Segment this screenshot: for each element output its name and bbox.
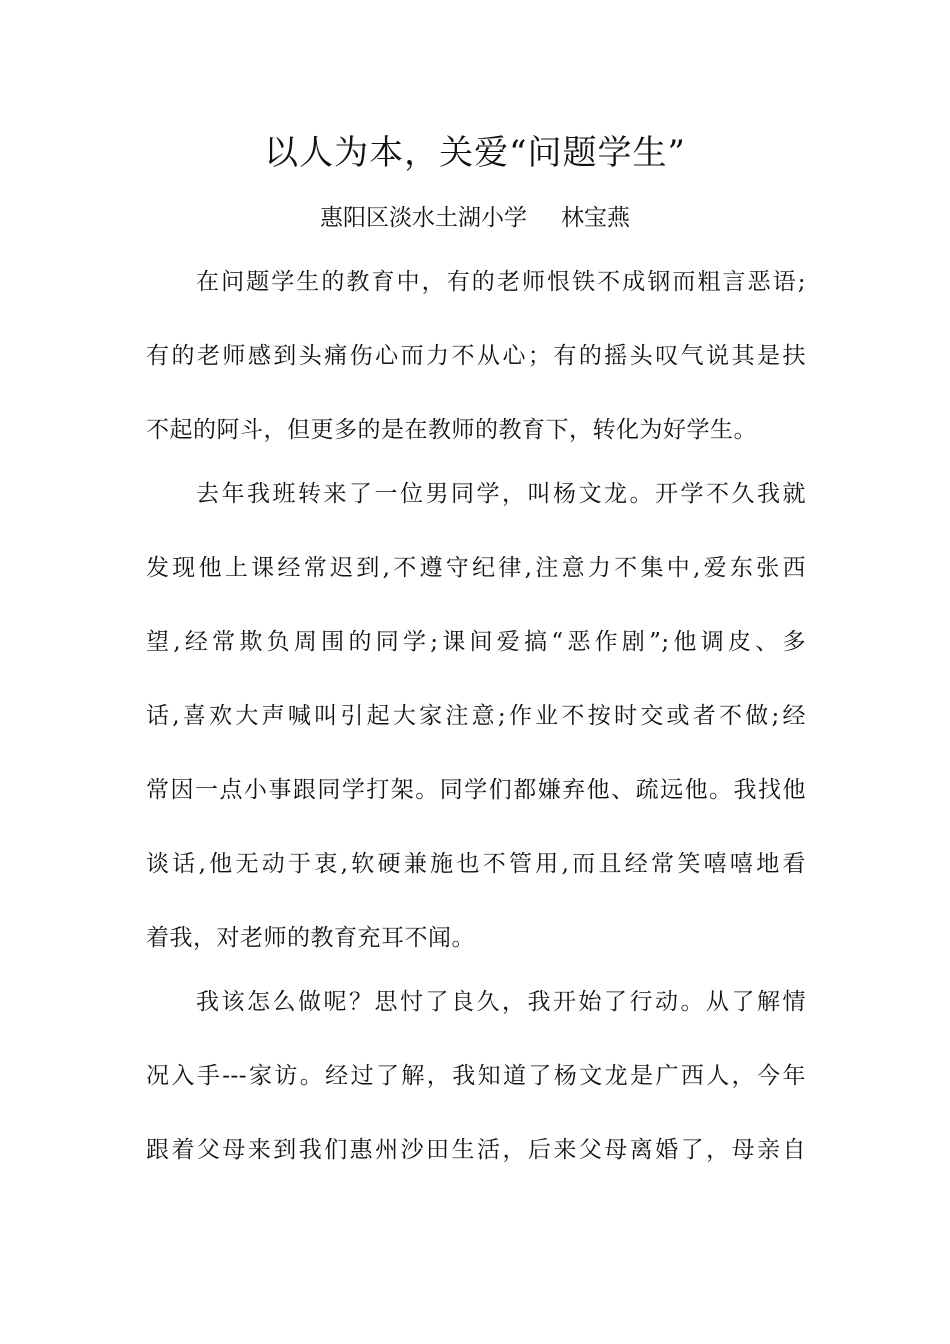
body-line: 着我，对老师的教育充耳不闻。: [146, 925, 475, 951]
body-line: 常因一点小事跟同学打架。同学们都嫌弃他、疏远他。我找他: [146, 777, 806, 803]
author-school: 惠阳区淡水土湖小学: [320, 205, 527, 231]
body-line: 况入手---家访。经过了解，我知道了杨文龙是广西人，今年: [146, 1063, 806, 1089]
author-line: [0, 200, 950, 236]
body-line: 望,经常欺负周围的同学;课间爱搞“恶作剧”;他调皮、多: [146, 629, 806, 655]
body-line: 发现他上课经常迟到,不遵守纪律,注意力不集中,爱东张西: [146, 555, 806, 581]
author-name: 林宝燕: [561, 205, 630, 231]
body-line: 不起的阿斗，但更多的是在教师的教育下，转化为好学生。: [146, 417, 757, 443]
body-line: 跟着父母来到我们惠州沙田生活，后来父母离婚了，母亲自: [146, 1137, 806, 1163]
body-line: 有的老师感到头痛伤心而力不从心；有的摇头叹气说其是扶: [146, 343, 806, 369]
body-line: 在问题学生的教育中，有的老师恨铁不成钢而粗言恶语;: [196, 269, 806, 295]
body-line: 我该怎么做呢？思忖了良久，我开始了行动。从了解情: [196, 989, 806, 1015]
document-title: 以人为本，关爱“问题学生”: [264, 133, 686, 173]
body-line: 去年我班转来了一位男同学，叫杨文龙。开学不久我就: [196, 481, 806, 507]
body-line: 话,喜欢大声喊叫引起大家注意;作业不按时交或者不做;经: [146, 703, 806, 729]
body-line: 谈话,他无动于衷,软硬兼施也不管用,而且经常笑嘻嘻地看: [146, 851, 806, 877]
